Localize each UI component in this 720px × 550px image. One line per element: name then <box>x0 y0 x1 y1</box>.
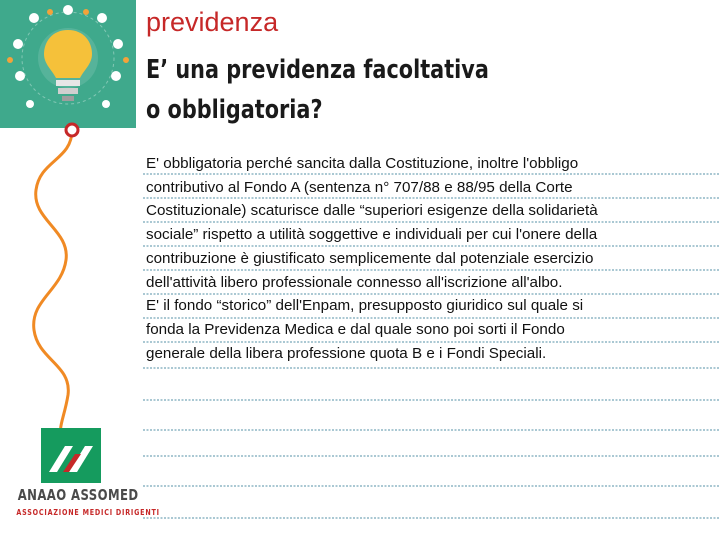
body-line: dell'attività libero professionale connesso all'iscrizione all'albo. <box>146 273 563 291</box>
body-line: Costituzionale) scaturisce dalle “superiori esigenze della solidarietà <box>146 202 598 220</box>
body-line: E' il fondo “storico” dell'Enpam, presupposto giuridico sul quale si <box>146 297 584 315</box>
lightbulb-icon <box>0 0 136 128</box>
body-line: generale della libera professione quota B e i Fondi Speciali. <box>146 344 547 362</box>
body-line: contribuzione è giustificato semplicemente dal potenziale esercizio <box>146 249 594 267</box>
idea-illustration <box>0 0 136 128</box>
body-paragraph <box>146 152 716 365</box>
category-title: previdenza <box>146 7 279 37</box>
body-line: fonda la Previdenza Medica e dal quale sono poi sorti il Fondo <box>146 320 565 338</box>
logo-arrows-icon <box>41 428 101 483</box>
body-line: contributivo al Fondo A (sentenza n° 707/88 e 88/95 della Corte <box>146 178 573 196</box>
heading-line-1: E’ una previdenza facoltativa <box>146 55 489 85</box>
body-line: E' obbligatoria perché sancita dalla Costituzione, inoltre l'obbligo <box>146 155 579 172</box>
anaao-logo <box>3 428 160 538</box>
page-heading <box>146 50 489 130</box>
body-line: sociale” rispetto a utilità soggettive e individuali per cui l'onere della <box>146 226 598 244</box>
logo-name: ANAAO ASSOMED <box>17 486 139 504</box>
heading-line-2: o obbligatoria? <box>146 95 323 125</box>
logo-subtitle: ASSOCIAZIONE MEDICI DIRIGENTI <box>16 508 160 517</box>
logo-mark <box>41 428 101 483</box>
